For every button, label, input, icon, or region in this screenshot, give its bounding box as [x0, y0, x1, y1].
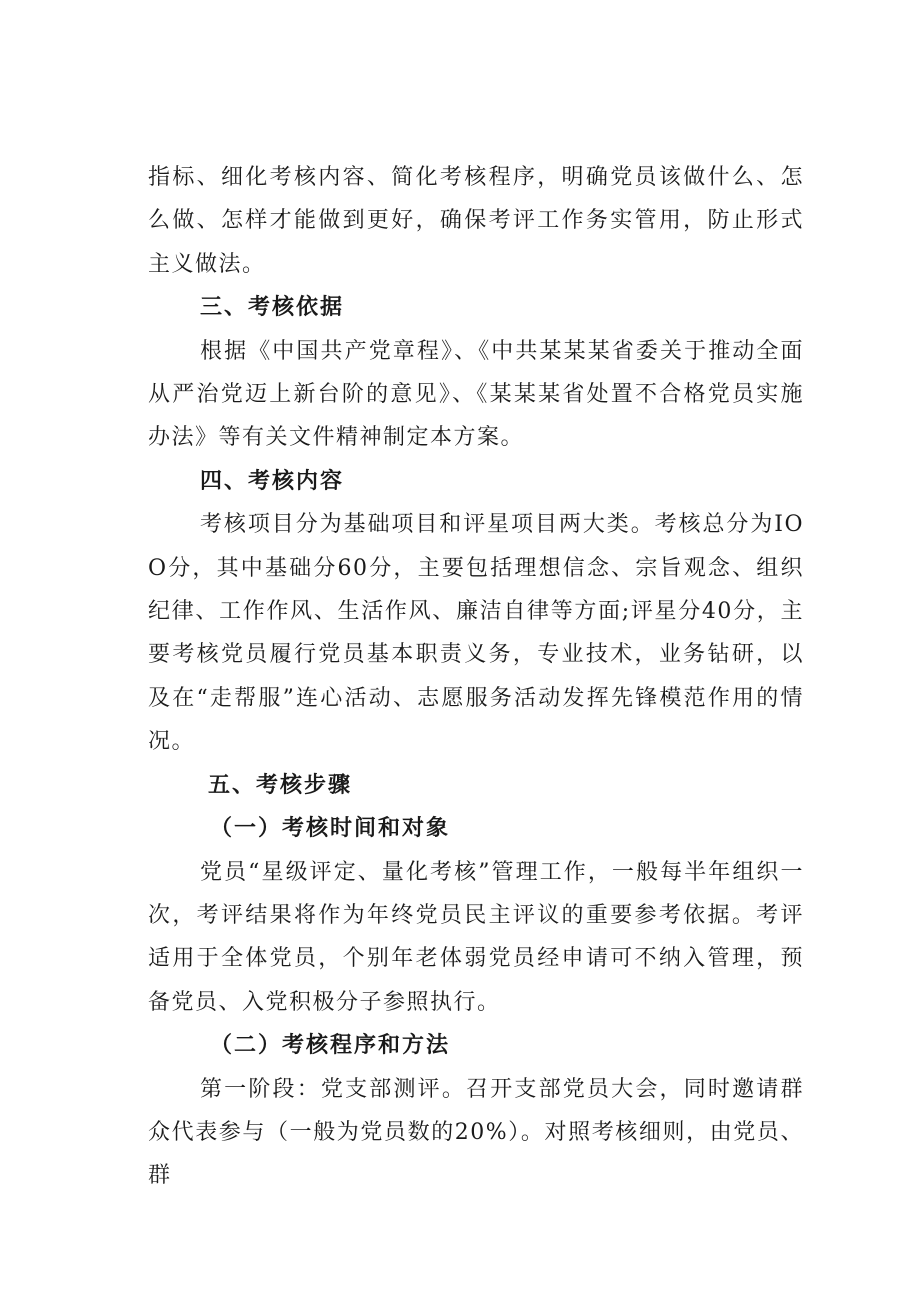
section-paragraph-basis: 根据《中国共产党章程》、《中共某某某省委关于推动全面从严治党迈上新台阶的意见》、《某某某省处置不合格党员实施办法》等有关文件精神制定本方案。: [148, 338, 804, 451]
section-paragraph-content: 考核项目分为基础项目和评星项目两大类。考核总分为IOO分，其中基础分60分，主要包括理想信念、宗旨观念、组织纪律、工作作风、生活作风、廉洁自律等方面;评星分40分，主要考核党员履行党员基本职责义务，专业技术，业务钻研，以及在“走帮服”连心活动、志愿服务活动发挥先锋模范作用的情况。: [148, 512, 804, 755]
section-heading-steps: 五、考核步骤: [208, 771, 353, 798]
subsection-paragraph-time-and-target: 党员“星级评定、量化考核”管理工作，一般每半年组织一次，考评结果将作为年终党员民主评议的重要参考依据。考评适用于全体党员，个别年老体弱党员经申请可不纳入管理，预备党员、入党积极分子参照执行。: [148, 859, 804, 1015]
subsection-heading-procedure: （二）考核程序和方法: [210, 1032, 451, 1059]
section-heading-content: 四、考核内容: [200, 467, 345, 494]
continuation-paragraph: 指标、细化考核内容、简化考核程序，明确党员该做什么、怎么做、怎样才能做到更好，确保考评工作务实管用，防止形式主义做法。: [148, 165, 804, 277]
subsection-paragraph-procedure: 第一阶段：党支部测评。召开支部党员大会，同时邀请群众代表参与（一般为党员数的20%）。对照考核细则，由党员、群: [148, 1076, 804, 1189]
subsection-heading-time-and-target: （一）考核时间和对象: [210, 815, 451, 842]
section-heading-basis: 三、考核依据: [200, 294, 345, 321]
document-body: [148, 156, 804, 1198]
